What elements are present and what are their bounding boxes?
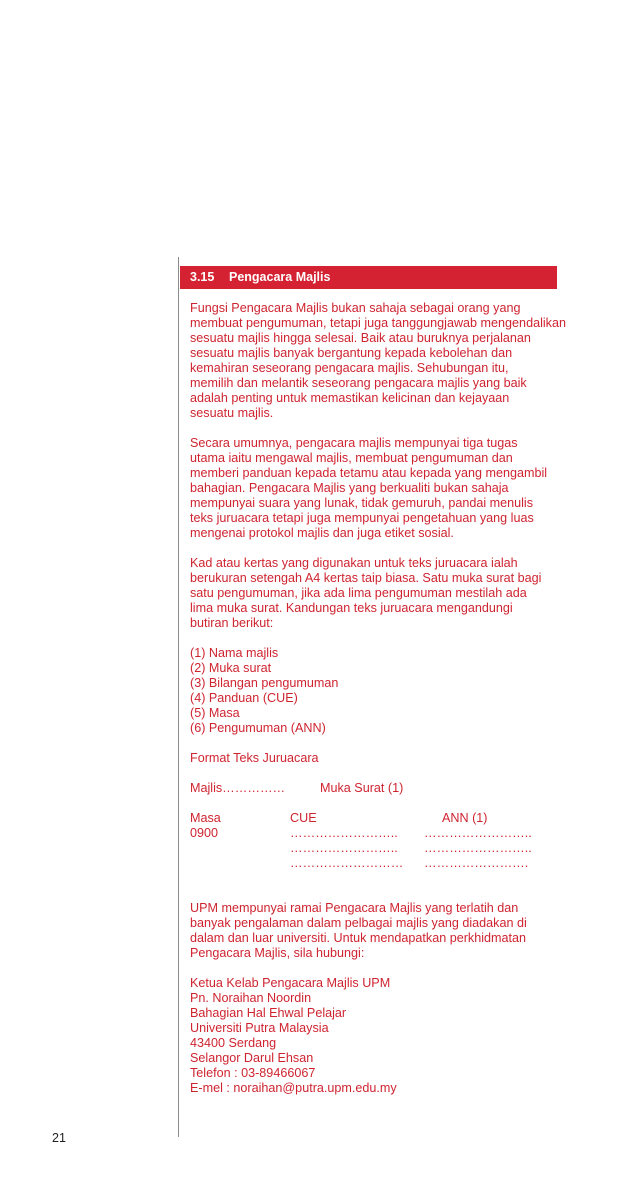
text-line: sesuatu majlis. [190,406,274,420]
section-number: 3.15 [190,270,215,284]
ann-line: ……………………. [424,856,529,870]
format-row [190,841,565,856]
text-line: memberi panduan kepada tetamu atau kepada yang mengambil [190,466,548,480]
text-line: bahagian. Pengacara Majlis yang berkualiti bukan sahaja [190,481,509,495]
ann-line: …………………….. [424,841,532,855]
text-line: UPM mempunyai ramai Pengacara Majlis yang terlatih dan [190,901,519,915]
page-number: 21 [52,1131,66,1145]
text-line: sesuatu majlis banyak bergantung kepada kebolehan dan [190,346,513,360]
ann-line: …………………….. [424,826,532,840]
text-line: adalah penting untuk memastikan kelicinan dan kejayaan [190,391,510,405]
contact-line: Ketua Kelab Pengacara Majlis UPM [190,976,391,990]
text-line: Pengacara Majlis, sila hubungi: [190,946,365,960]
paragraph-functions [190,301,565,421]
contact-line: Pn. Noraihan Noordin [190,991,312,1005]
text-line: kemahiran seseorang pengacara majlis. Sehubungan itu, [190,361,509,375]
text-line: sesuatu majlis hingga selesai. Baik atau buruknya perjalanan [190,331,531,345]
text-line: banyak pengalaman dalam pelbagai majlis yang diadakan di [190,916,527,930]
contact-line: Telefon : 03-89466067 [190,1066,316,1080]
text-line: dalam dan luar universiti. Untuk mendapatkan perkhidmatan [190,931,527,945]
format-column-headers [190,811,565,826]
format-heading [190,751,565,766]
format-majlis-row [190,781,565,796]
text-line: mempunyai suara yang lunak, tidak gemuruh, pandai menulis [190,496,534,510]
format-heading-text: Format Teks Juruacara [190,751,319,765]
contact-intro [190,901,565,961]
list-item: (2) Muka surat [190,661,272,675]
format-row [190,856,565,871]
paragraph-card [190,556,565,631]
contact-line: E-mel : noraihan@putra.upm.edu.my [190,1081,397,1095]
list-item: (6) Pengumuman (ANN) [190,721,326,735]
cue-line: ……………………… [290,856,404,870]
contact-line: Bahagian Hal Ehwal Pelajar [190,1006,347,1020]
text-line: satu pengumuman, jika ada lima pengumuman mestilah ada [190,586,527,600]
masa-header: Masa [190,811,221,825]
text-line: Fungsi Pengacara Majlis bukan sahaja sebagai orang yang [190,301,521,315]
text-line: teks juruacara tetapi juga mempunyai pengetahuan yang luas [190,511,534,525]
ann-header: ANN (1) [442,811,488,825]
contact-line: 43400 Serdang [190,1036,277,1050]
list-item: (3) Bilangan pengumuman [190,676,339,690]
contact-details [190,976,565,1096]
text-line: mengenai protokol majlis dan juga etiket sosial. [190,526,454,540]
section-header [180,266,557,289]
format-row [190,826,565,841]
list-item: (1) Nama majlis [190,646,279,660]
text-line: lima muka surat. Kandungan teks juruacara mengandungi [190,601,513,615]
text-line: utama iaitu mengawal majlis, membuat pengumuman dan [190,451,513,465]
section-title: Pengacara Majlis [229,270,331,284]
text-line: memilih dan melantik seseorang pengacara majlis yang baik [190,376,527,390]
contact-line: Selangor Darul Ehsan [190,1051,314,1065]
cue-header: CUE [290,811,317,825]
text-line: membuat pengumuman, tetapi juga tanggungjawab mengendalikan [190,316,566,330]
time-value: 0900 [190,826,219,840]
contact-line: Universiti Putra Malaysia [190,1021,329,1035]
text-line: Kad atau kertas yang digunakan untuk teks juruacara ialah [190,556,518,570]
item-list [190,646,565,736]
paragraph-duties [190,436,565,541]
text-line: Secara umumnya, pengacara majlis mempunyai tiga tugas [190,436,518,450]
cue-line: …………………….. [290,826,398,840]
margin-rule [178,257,179,1137]
list-item: (5) Masa [190,706,240,720]
majlis-label: Majlis…………… [190,781,286,795]
list-item: (4) Panduan (CUE) [190,691,298,705]
cue-line: …………………….. [290,841,398,855]
muka-surat-label: Muka Surat (1) [320,781,404,795]
text-line: butiran berikut: [190,616,274,630]
text-line: berukuran setengah A4 kertas taip biasa. Satu muka surat bagi [190,571,542,585]
section-body [190,301,565,1111]
